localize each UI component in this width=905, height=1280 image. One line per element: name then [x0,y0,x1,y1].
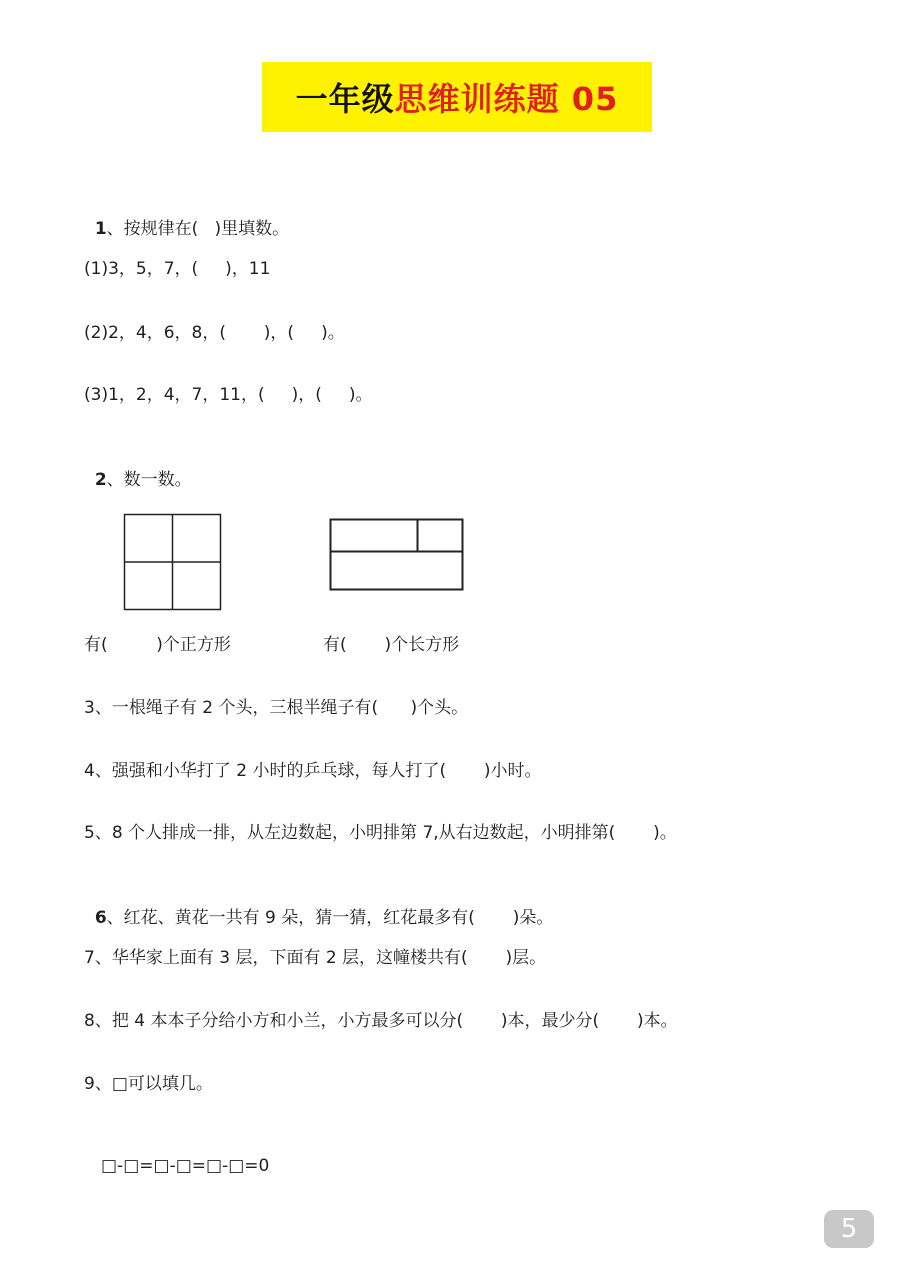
question-8: 8、把 4 本本子分给小方和小兰，小方最多可以分( )本，最少分( )本。 [84,1011,678,1031]
question-7: 7、华华家上面有 3 层，下面有 2 层，这幢楼共有( )层。 [84,948,547,968]
question-3: 3、一根绳子有 2 个头，三根半绳子有( )个头。 [84,698,469,718]
question-1 [84,196,289,240]
rectangle-figure [326,515,468,595]
page-number-badge: 5 [824,1210,874,1248]
label-squares: 有( )个正方形 [84,635,231,655]
question-6-number: 6 [94,908,107,928]
title-black-part: 一年级 [295,80,395,118]
square-grid-figure [120,510,226,614]
label-rectangles: 有( )个长方形 [323,635,460,655]
question-2-text: 、数一数。 [106,470,192,490]
question-1-text: 、按规律在( )里填数。 [106,219,290,239]
question-4: 4、强强和小华打了 2 小时的乒乓球，每人打了( )小时。 [84,761,542,781]
question-9: 9、□可以填几。 [84,1074,213,1094]
question-2-number: 2 [94,470,107,490]
page-title [262,62,652,132]
outer-rectangle [331,520,463,590]
question-9-equation: □-□=□-□=□-□=0 [101,1156,270,1176]
question-1-sub1: (1)3，5，7，( )，11 [84,259,271,279]
question-6-text: 、红花、黄花一共有 9 朵，猜一猜，红花最多有( )朵。 [106,908,554,928]
question-1-sub3: (3)1，2，4，7，11，( )，( )。 [84,385,373,405]
question-1-number: 1 [94,219,107,239]
question-1-sub2: (2)2，4，6，8，( )，( )。 [84,323,345,343]
question-5: 5、8 个人排成一排，从左边数起，小明排第 7,从右边数起，小明排第( )。 [84,823,677,843]
question-6 [84,885,553,929]
title-red-part: 思维训练题 05 [394,80,619,118]
question-2 [84,447,192,491]
